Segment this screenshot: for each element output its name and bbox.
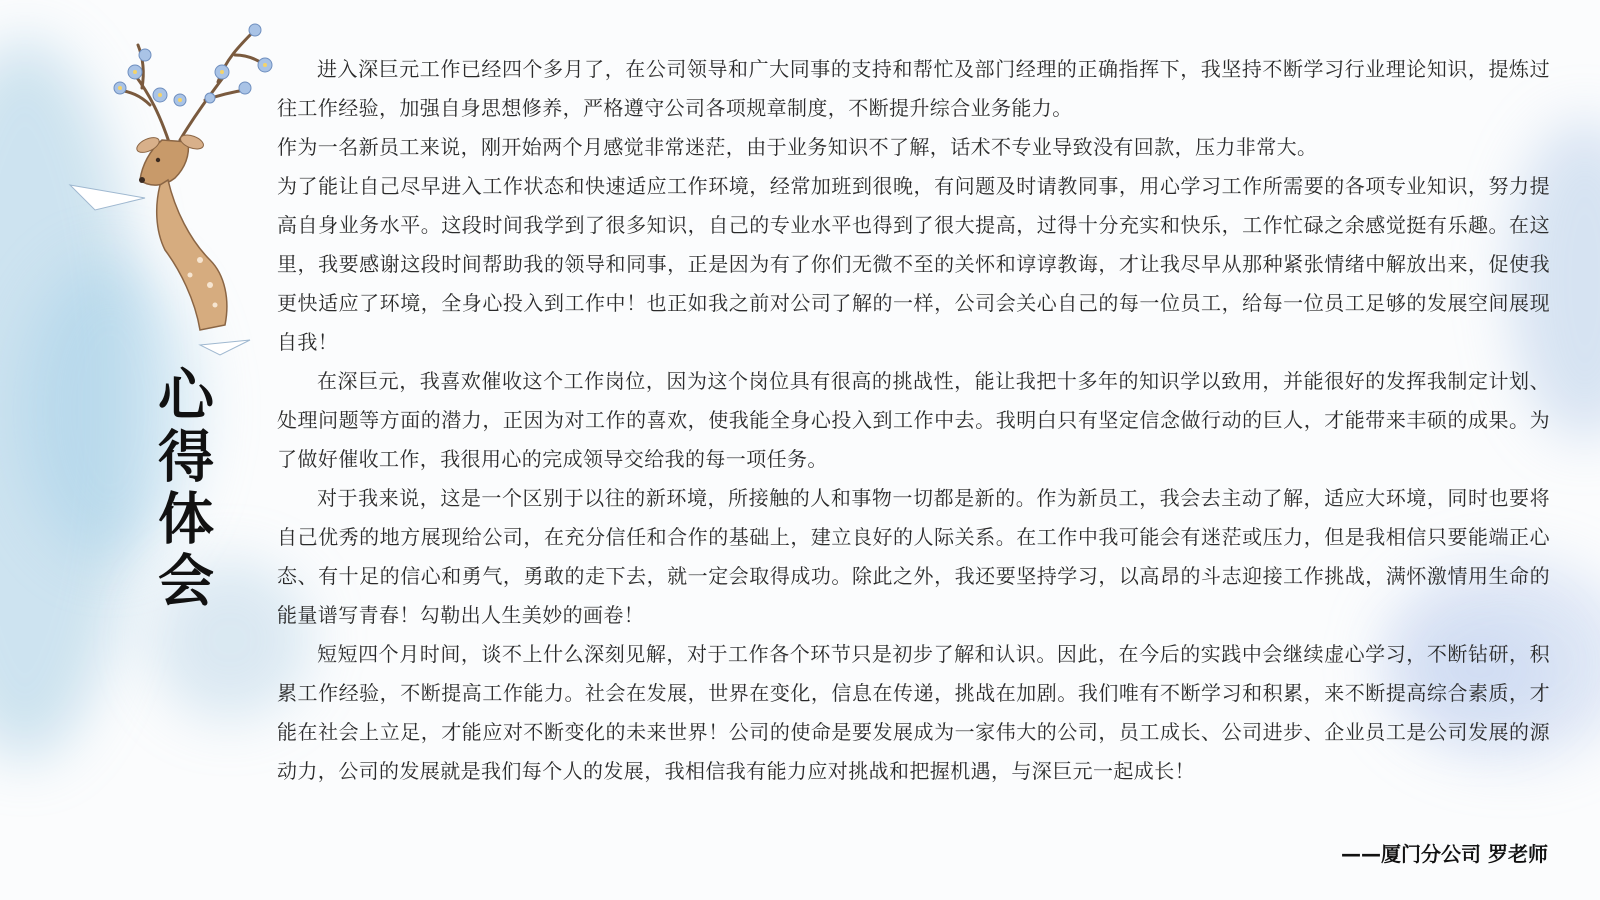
article-body xyxy=(277,50,1550,791)
paragraph: 进入深巨元工作已经四个多月了，在公司领导和广大同事的支持和帮忙及部门经理的正确指挥下，我坚持不断学习行业理论知识，提炼过往工作经验，加强自身思想修养，严格遵守公司各项规章制度，不断提升综合业务能力。 xyxy=(277,57,1550,120)
paragraph: 为了能让自己尽早进入工作状态和快速适应工作环境，经常加班到很晚，有问题及时请教同事，用心学习工作所需要的各项专业知识，努力提高自身业务水平。这段时间我学到了很多知识，自己的专业水平也得到了很大提高，过得十分充实和快乐，工作忙碌之余感觉挺有乐趣。在这里，我要感谢这段时间帮助我的领导和同事，正是因为有了你们无微不至的关怀和谆谆教诲，才让我尽早从那种紧张情绪中解放出来，促使我更快适应了环境，全身心投入到工作中！也正如我之前对公司了解的一样，公司会关心自己的每一位员工，给每一位员工足够的发展空间展现自我！ xyxy=(277,174,1550,354)
deer-with-flowers-illustration xyxy=(50,0,290,360)
paragraph: 作为一名新员工来说，刚开始两个月感觉非常迷茫，由于业务知识不了解，话术不专业导致没有回款，压力非常大。 xyxy=(277,135,1318,159)
author-signature: ——厦门分公司 罗老师 xyxy=(1341,842,1548,866)
paragraph: 短短四个月时间，谈不上什么深刻见解，对于工作各个环节只是初步了解和认识。因此，在今后的实践中会继续虚心学习，不断钻研，积累工作经验，不断提高工作能力。社会在发展，世界在变化，信息在传递，挑战在加剧。我们唯有不断学习和积累，来不断提高综合素质，才能在社会上立足，才能应对不断变化的未来世界！公司的使命是要发展成为一家伟大的公司，员工成长、公司进步、企业员工是公司发展的源动力，公司的发展就是我们每个人的发展，我相信我有能力应对挑战和把握机遇，与深巨元一起成长！ xyxy=(277,642,1550,783)
paragraph: 在深巨元，我喜欢催收这个工作岗位，因为这个岗位具有很高的挑战性，能让我把十多年的知识学以致用，并能很好的发挥我制定计划、处理问题等方面的潜力，正因为对工作的喜欢，使我能全身心投入到工作中去。我明白只有坚定信念做行动的巨人，才能带来丰硕的成果。为了做好催收工作，我很用心的完成领导交给我的每一项任务。 xyxy=(277,369,1550,471)
page-title: 心得体会 xyxy=(149,365,214,613)
paragraph: 对于我来说，这是一个区别于以往的新环境，所接触的人和事物一切都是新的。作为新员工，我会去主动了解，适应大环境，同时也要将自己优秀的地方展现给公司，在充分信任和合作的基础上，建立良好的人际关系。在工作中我可能会有迷茫或压力，但是我相信只要能端正心态、有十足的信心和勇气，勇敢的走下去，就一定会取得成功。除此之外，我还要坚持学习，以高昂的斗志迎接工作挑战，满怀激情用生命的能量谱写青春！勾勒出人生美妙的画卷！ xyxy=(277,486,1550,627)
